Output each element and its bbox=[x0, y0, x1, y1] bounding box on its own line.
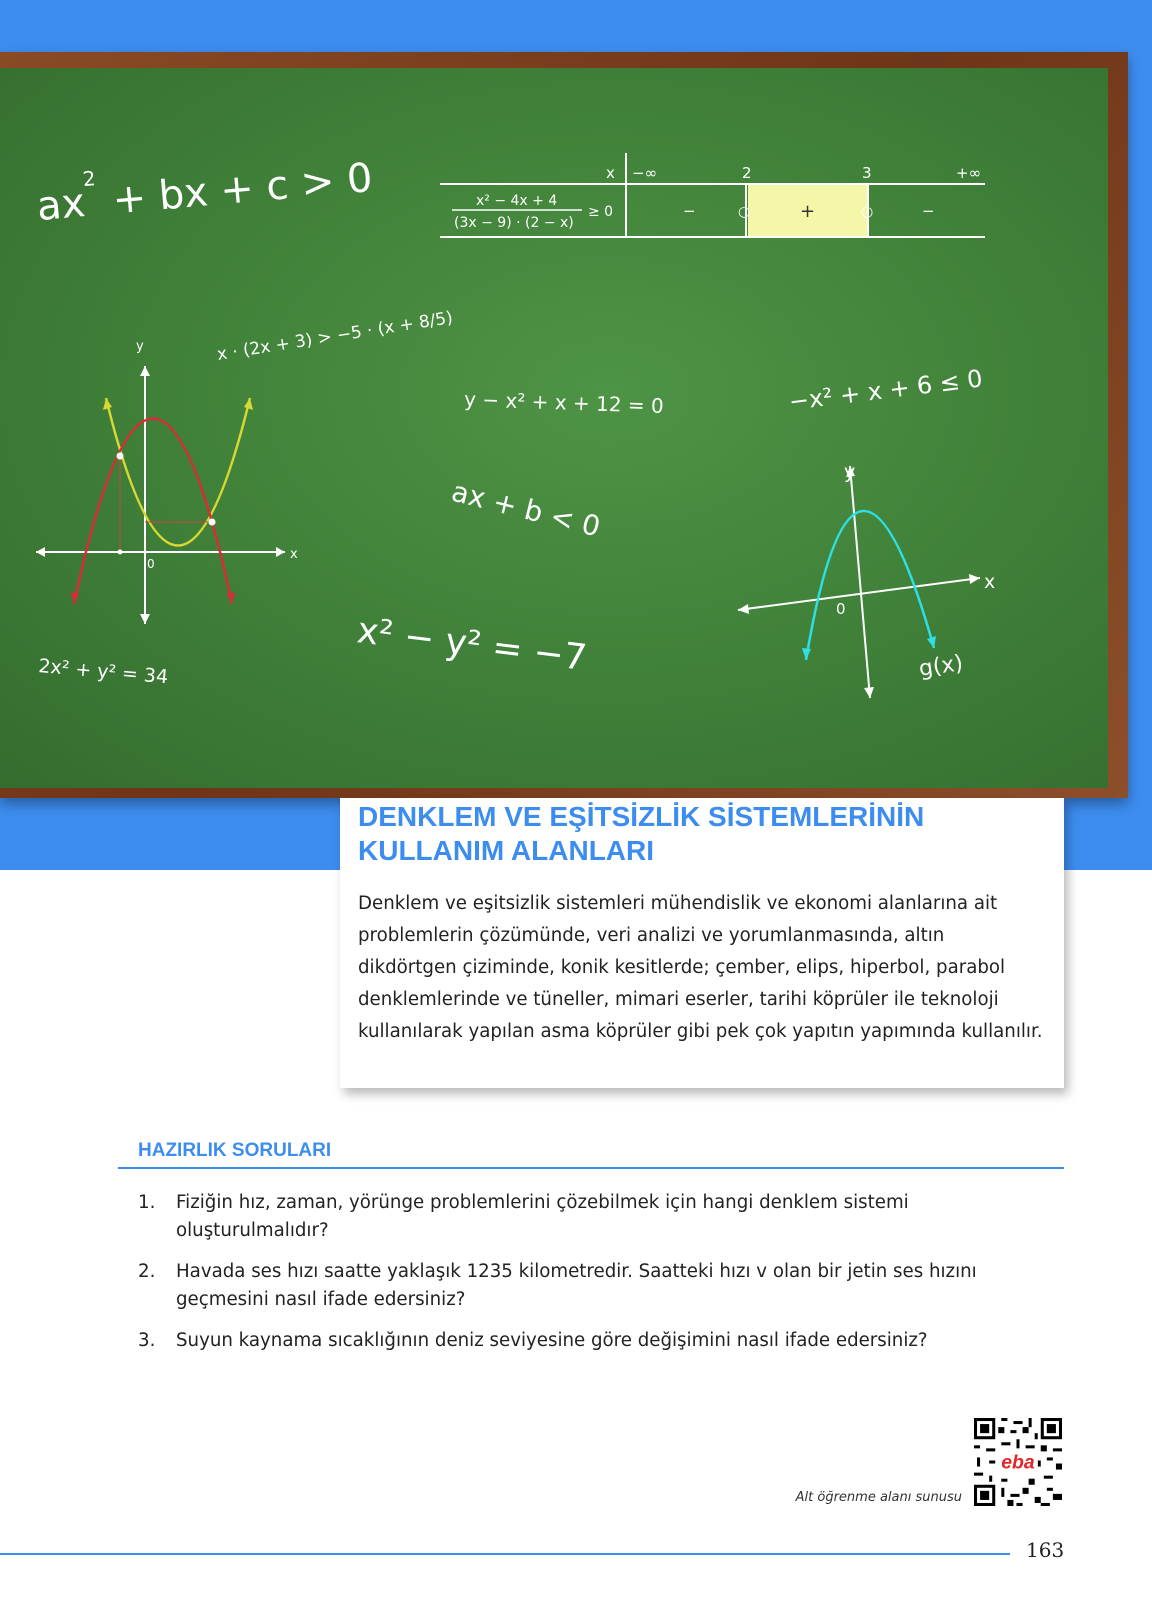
sign-table-header-1: 2 bbox=[742, 164, 752, 182]
question-item bbox=[138, 1327, 1058, 1355]
question-list bbox=[138, 1189, 1058, 1368]
graph-left-y-label: y bbox=[136, 339, 144, 354]
eq-quadratic-rest: + bx + c > 0 bbox=[110, 154, 375, 224]
eq-quadratic-sup: 2 bbox=[81, 166, 97, 192]
sign-table bbox=[440, 153, 985, 237]
sign-table-header-2: 3 bbox=[862, 164, 872, 182]
graph-right-origin: 0 bbox=[836, 600, 846, 618]
qr-caption: Alt öğrenme alanı sunusu bbox=[795, 1490, 962, 1505]
sign-table-sign-2: − bbox=[922, 202, 935, 220]
qr-code-icon[interactable] bbox=[974, 1418, 1062, 1506]
question-text: Suyun kaynama sıcaklığının deniz seviyesine göre değişimini nasıl ifade edersiniz? bbox=[176, 1330, 928, 1351]
graph-left-origin: 0 bbox=[147, 557, 155, 571]
sign-table-relation: ≥ 0 bbox=[588, 204, 614, 220]
sign-table-denominator: (3x − 9) · (2 − x) bbox=[454, 215, 574, 231]
sign-table-numerator: x² − 4x + 4 bbox=[476, 193, 558, 209]
info-card-title: DENKLEM VE EŞİTSİZLİK SİSTEMLERİNİN KULLANIM ALANLARI bbox=[358, 801, 925, 866]
graph-right-y-label: y bbox=[844, 461, 856, 483]
info-card bbox=[340, 798, 1064, 1088]
graph-right bbox=[738, 461, 995, 698]
sign-table-x: x bbox=[606, 164, 615, 182]
sign-table-sign-1: + bbox=[800, 201, 816, 222]
question-item bbox=[138, 1258, 1058, 1314]
footer-divider bbox=[0, 1553, 1010, 1555]
question-number: 1. bbox=[138, 1192, 156, 1213]
page-number: 163 bbox=[1026, 1538, 1065, 1562]
question-text: Havada ses hızı saatte yaklaşık 1235 kilometredir. Saatteki hızı v olan bir jetin ses hızını geçmesini nasıl ifade edersiniz? bbox=[176, 1261, 977, 1310]
eq-ellipse: 2x² + y² = 34 bbox=[37, 655, 169, 689]
chalkboard bbox=[0, 68, 1108, 788]
graph-left bbox=[36, 339, 298, 624]
question-text: Fiziğin hız, zaman, yörünge problemlerini çözebilmek için hangi denklem sistemi oluşturulmalıdır? bbox=[176, 1192, 909, 1241]
eq-linear: ax + b < 0 bbox=[448, 474, 604, 544]
graph-right-function-label: g(x) bbox=[917, 651, 965, 682]
graph-left-x-label: x bbox=[290, 547, 298, 562]
eq-product: x · (2x + 3) > −5 · (x + 8/5) bbox=[215, 307, 455, 365]
eq-difference: x² − y² = −7 bbox=[354, 610, 589, 680]
eq-neg-quadratic: −x² + x + 6 ≤ 0 bbox=[787, 364, 985, 416]
section-divider bbox=[118, 1167, 1064, 1169]
question-item bbox=[138, 1189, 1058, 1245]
eq-y-parabola: y − x² + x + 12 = 0 bbox=[463, 387, 665, 418]
chalkboard-drawing bbox=[0, 68, 1108, 788]
sign-table-root-0: ○ bbox=[738, 204, 751, 220]
eq-quadratic-main: ax bbox=[35, 180, 88, 231]
graph-right-x-label: x bbox=[984, 571, 996, 593]
eba-logo: eba bbox=[1001, 1451, 1035, 1474]
question-number: 3. bbox=[138, 1330, 156, 1351]
sign-table-header-0: −∞ bbox=[632, 164, 658, 182]
question-number: 2. bbox=[138, 1261, 156, 1282]
sign-table-sign-0: − bbox=[683, 202, 696, 220]
sign-table-header-3: +∞ bbox=[956, 164, 982, 182]
section-title: HAZIRLIK SORULARI bbox=[138, 1140, 332, 1161]
info-card-text: Denklem ve eşitsizlik sistemleri mühendislik ve ekonomi alanlarına ait problemlerin çözümünde, veri analizi ve yorumlanmasında, altın dikdörtgen çiziminde, konik kesitlerde; çember, elips, hiperbol, parabol denklemlerinde ve tüneller, mimari eserler, tarihi köprüler ile teknoloji kullanılarak yapılan asma köprüler gibi pek çok yapıtın yapımında kullanılır. bbox=[358, 893, 1043, 1042]
sign-table-root-1: ○ bbox=[861, 204, 874, 220]
